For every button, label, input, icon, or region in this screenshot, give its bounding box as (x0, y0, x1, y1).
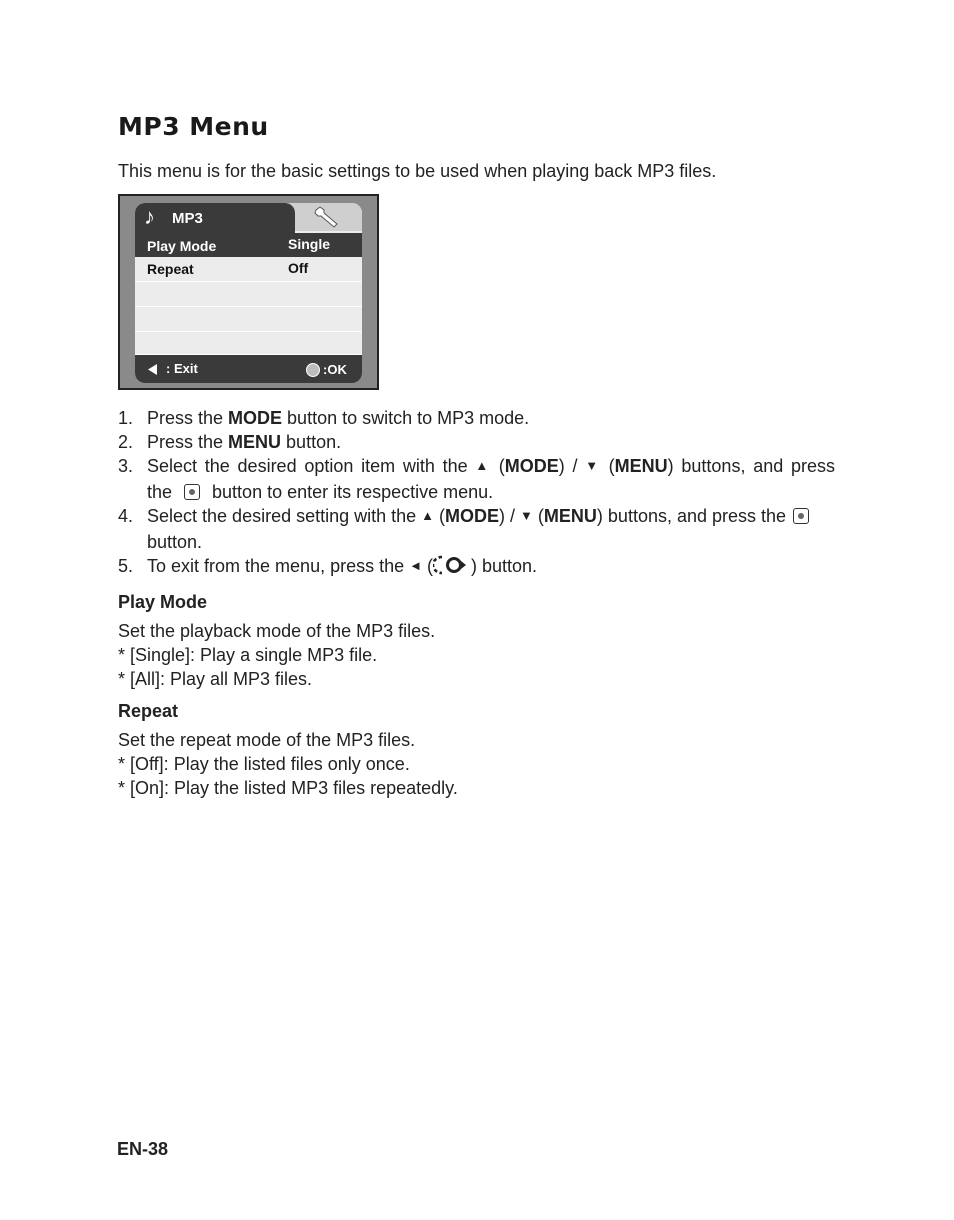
paren: ( (434, 506, 446, 526)
left-arrow-icon: ◄ (409, 558, 422, 573)
separator: ) / (558, 456, 586, 476)
up-arrow-icon: ▲ (421, 508, 435, 523)
repeat-desc: Set the repeat mode of the MP3 files. (118, 730, 416, 750)
menu-keyword: MENU (228, 432, 282, 452)
step-text: ) button. (471, 556, 538, 576)
step-4-cont (118, 530, 835, 554)
step-text: Select the desired option item with the (147, 456, 468, 476)
ok-button-icon (184, 484, 200, 500)
step-text: button. (147, 532, 203, 552)
paren: ( (532, 506, 544, 526)
ok-button-icon (306, 363, 320, 377)
paren: ( (422, 556, 433, 576)
ok-label: :OK (323, 362, 347, 377)
step-3 (118, 454, 835, 480)
repeat-option: * [On]: Play the listed MP3 files repeatedly. (118, 778, 458, 798)
ok-button-icon (793, 508, 809, 524)
paren: ( (498, 456, 505, 476)
page-title: MP3 Menu (118, 112, 269, 141)
play-mode-desc: Set the playback mode of the MP3 files. (118, 621, 436, 641)
up-arrow-icon: ▲ (475, 458, 492, 473)
exit-label: : Exit (166, 361, 198, 376)
mode-keyword: MODE (228, 408, 283, 428)
step-text: button to switch to MP3 mode. (282, 408, 530, 428)
step-text: ) buttons, and press (667, 456, 835, 476)
tab-mp3[interactable] (135, 203, 295, 233)
step-2 (118, 430, 835, 454)
step-number: 5. (118, 556, 134, 576)
repeat-heading: Repeat (118, 701, 179, 721)
separator: ) / (499, 506, 521, 526)
step-number: 3. (118, 456, 134, 476)
play-mode-heading: Play Mode (118, 592, 208, 612)
menu-panel (135, 203, 362, 383)
menu-row-label: Repeat (147, 261, 194, 277)
wrench-icon (310, 205, 344, 229)
step-1 (118, 406, 835, 430)
repeat-option: * [Off]: Play the listed files only once. (118, 754, 410, 774)
step-number: 2. (118, 432, 134, 452)
menu-keyword: MENU (614, 456, 668, 476)
menu-row-empty (135, 282, 362, 307)
step-number: 4. (118, 506, 134, 526)
step-number: 1. (118, 408, 134, 428)
down-arrow-icon: ▼ (520, 508, 533, 523)
music-note-icon: ♪ (144, 204, 155, 229)
play-mode-option: * [Single]: Play a single MP3 file. (118, 645, 378, 665)
step-text: To exit from the menu, press the (147, 556, 410, 576)
step-4 (118, 504, 835, 530)
play-mode-option: * [All]: Play all MP3 files. (118, 669, 313, 689)
page-number: EN-38 (117, 1139, 169, 1159)
tab-setup[interactable] (310, 205, 344, 229)
step-5 (118, 554, 835, 580)
mode-keyword: MODE (504, 456, 559, 476)
back-button-icon (433, 555, 471, 575)
menu-row-value: Off (288, 260, 309, 276)
down-arrow-icon: ▼ (585, 458, 601, 473)
step-text: Press the (147, 432, 229, 452)
menu-row-play-mode[interactable] (135, 233, 362, 257)
menu-row-empty (135, 307, 362, 332)
paren: ( (608, 456, 615, 476)
menu-footer (135, 355, 362, 383)
tab-bar (135, 203, 362, 231)
mode-keyword: MODE (445, 506, 500, 526)
menu-keyword: MENU (543, 506, 597, 526)
menu-row-repeat[interactable] (135, 257, 362, 282)
steps-list (118, 406, 835, 580)
intro-text: This menu is for the basic settings to be used when playing back MP3 files. (118, 161, 717, 181)
step-text: the (147, 482, 173, 502)
step-3-cont (118, 480, 835, 504)
step-text: button. (281, 432, 342, 452)
menu-row-empty (135, 332, 362, 355)
step-text: ) buttons, and press the (596, 506, 792, 526)
tab-mp3-label: MP3 (172, 210, 203, 227)
step-text: Press the (147, 408, 229, 428)
step-text: button to enter its respective menu. (212, 482, 494, 502)
menu-row-label: Play Mode (147, 238, 217, 254)
step-text: Select the desired setting with the (147, 506, 422, 526)
menu-row-value: Single (288, 236, 331, 252)
camera-screen (118, 194, 379, 390)
left-arrow-icon (148, 364, 158, 375)
